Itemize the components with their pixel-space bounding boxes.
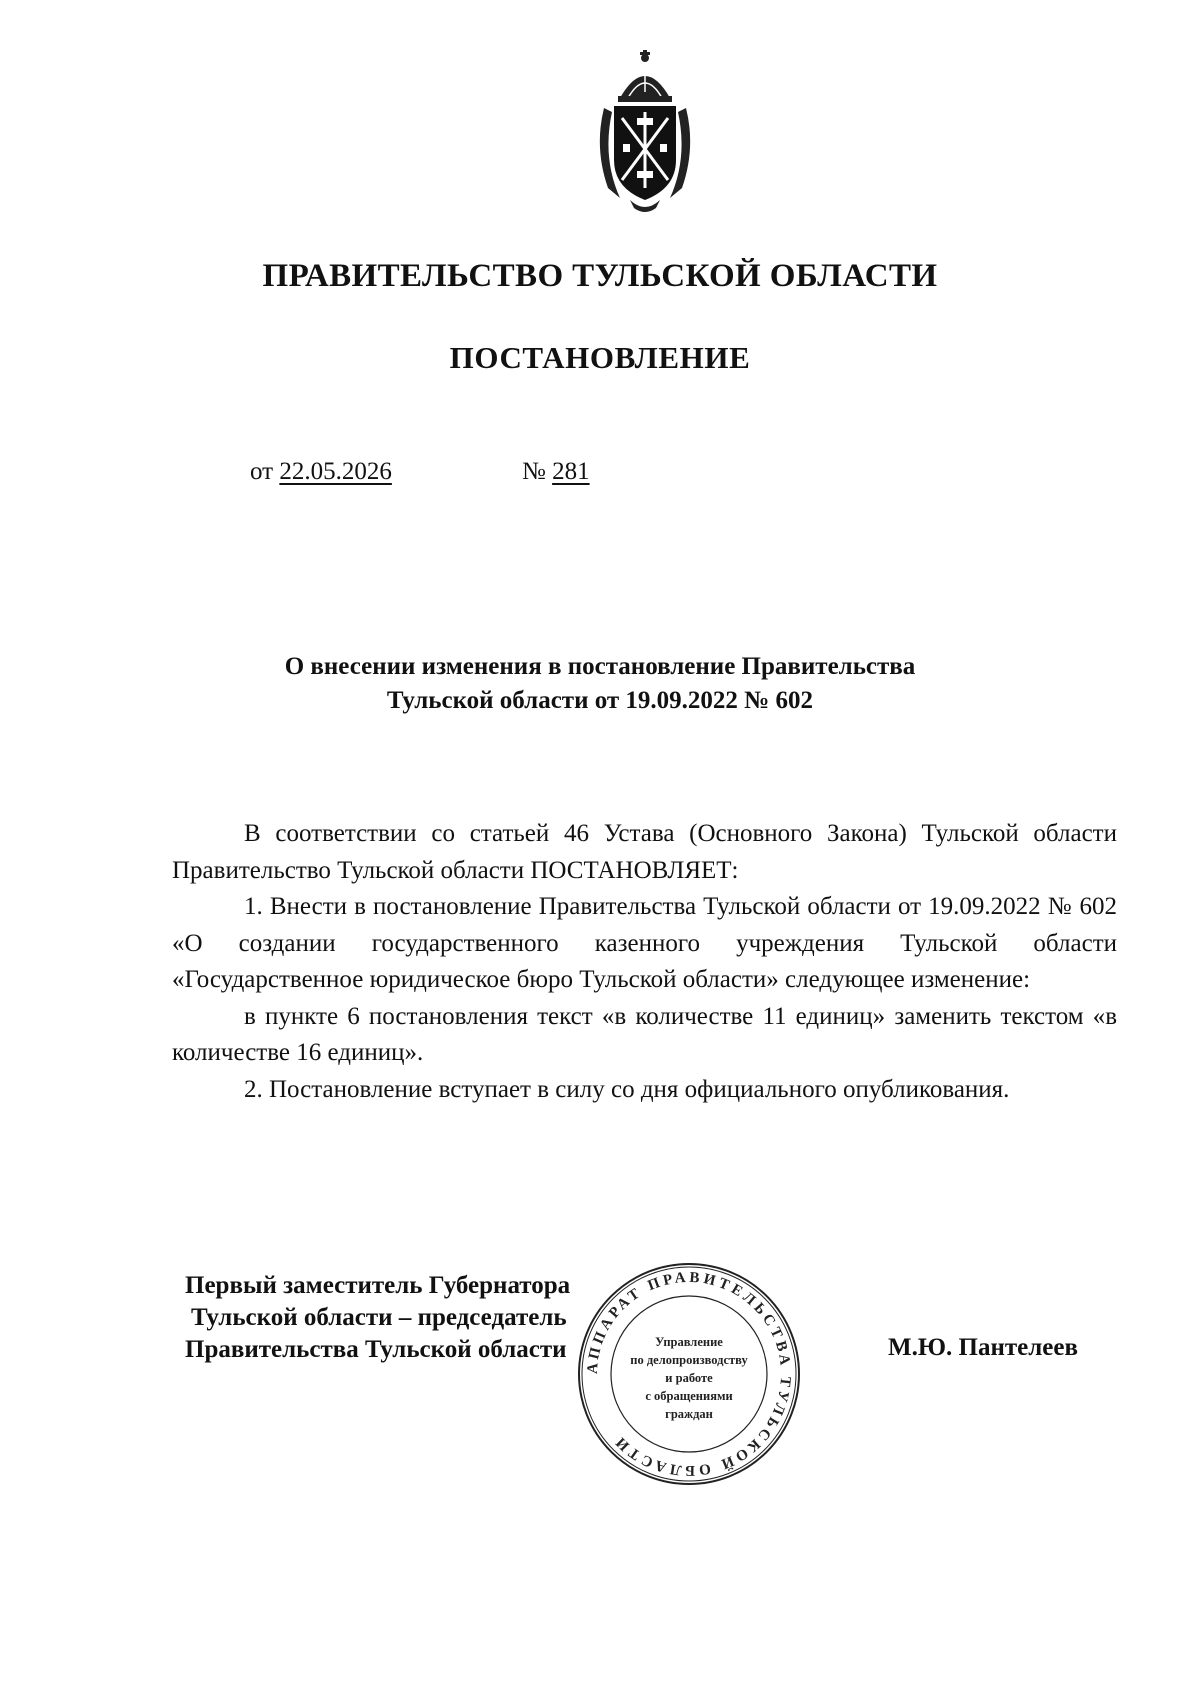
stamp-center-line: и работе [665,1371,713,1385]
body-paragraph: в пункте 6 постановления текст «в количестве 11 единиц» заменить текстом «в количестве 16 единиц». [172,1002,1117,1066]
number-value: 281 [552,458,590,485]
body-paragraph: 2. Постановление вступает в силу со дня официального опубликования. [244,1075,1010,1103]
organization-title: ПРАВИТЕЛЬСТВО ТУЛЬСКОЙ ОБЛАСТИ [262,258,938,294]
document-body [172,816,1117,1108]
number-prefix: № [522,458,546,485]
signer-position [185,1270,570,1366]
stamp-center-line: по делопроизводству [630,1353,748,1367]
stamp-ring-text: АППАРАТ ПРАВИТЕЛЬСТВА ТУЛЬСКОЙ ОБЛАСТИ [584,1269,794,1479]
date-value: 22.05.2026 [279,458,392,485]
document-subject [0,650,1200,718]
official-stamp [575,1260,803,1488]
signer-name: М.Ю. Пантелеев [888,1334,1078,1361]
stamp-center-line: Управление [655,1335,723,1349]
date-prefix: от [250,458,274,485]
body-paragraph: В соответствии со статьей 46 Устава (Основного Закона) Тульской области Правительство Тульской области ПОСТАНОВЛЯЕТ: [172,820,1117,884]
body-paragraph: 1. Внести в постановление Правительства Тульской области от 19.09.2022 № 602 «О создании государственного казенного учреждения Тульской области «Государственное юридическое бюро Тульской области» следующее изменение: [172,893,1117,993]
signer-position-line: Правительства Тульской области [185,1336,567,1363]
tula-region-coat-of-arms-icon [590,48,700,218]
stamp-center-line: с обращениями [645,1389,733,1403]
signer-position-line: Тульской области – председатель [191,1304,567,1331]
document-number [522,458,590,486]
subject-line: Тульской области от 19.09.2022 № 602 [386,687,814,714]
signer-position-line: Первый заместитель Губернатора [185,1272,571,1299]
subject-line: О внесении изменения в постановление Правительства [284,653,916,680]
document-date [250,458,392,486]
stamp-center-line: граждан [665,1407,713,1421]
document-type: ПОСТАНОВЛЕНИЕ [449,340,751,375]
